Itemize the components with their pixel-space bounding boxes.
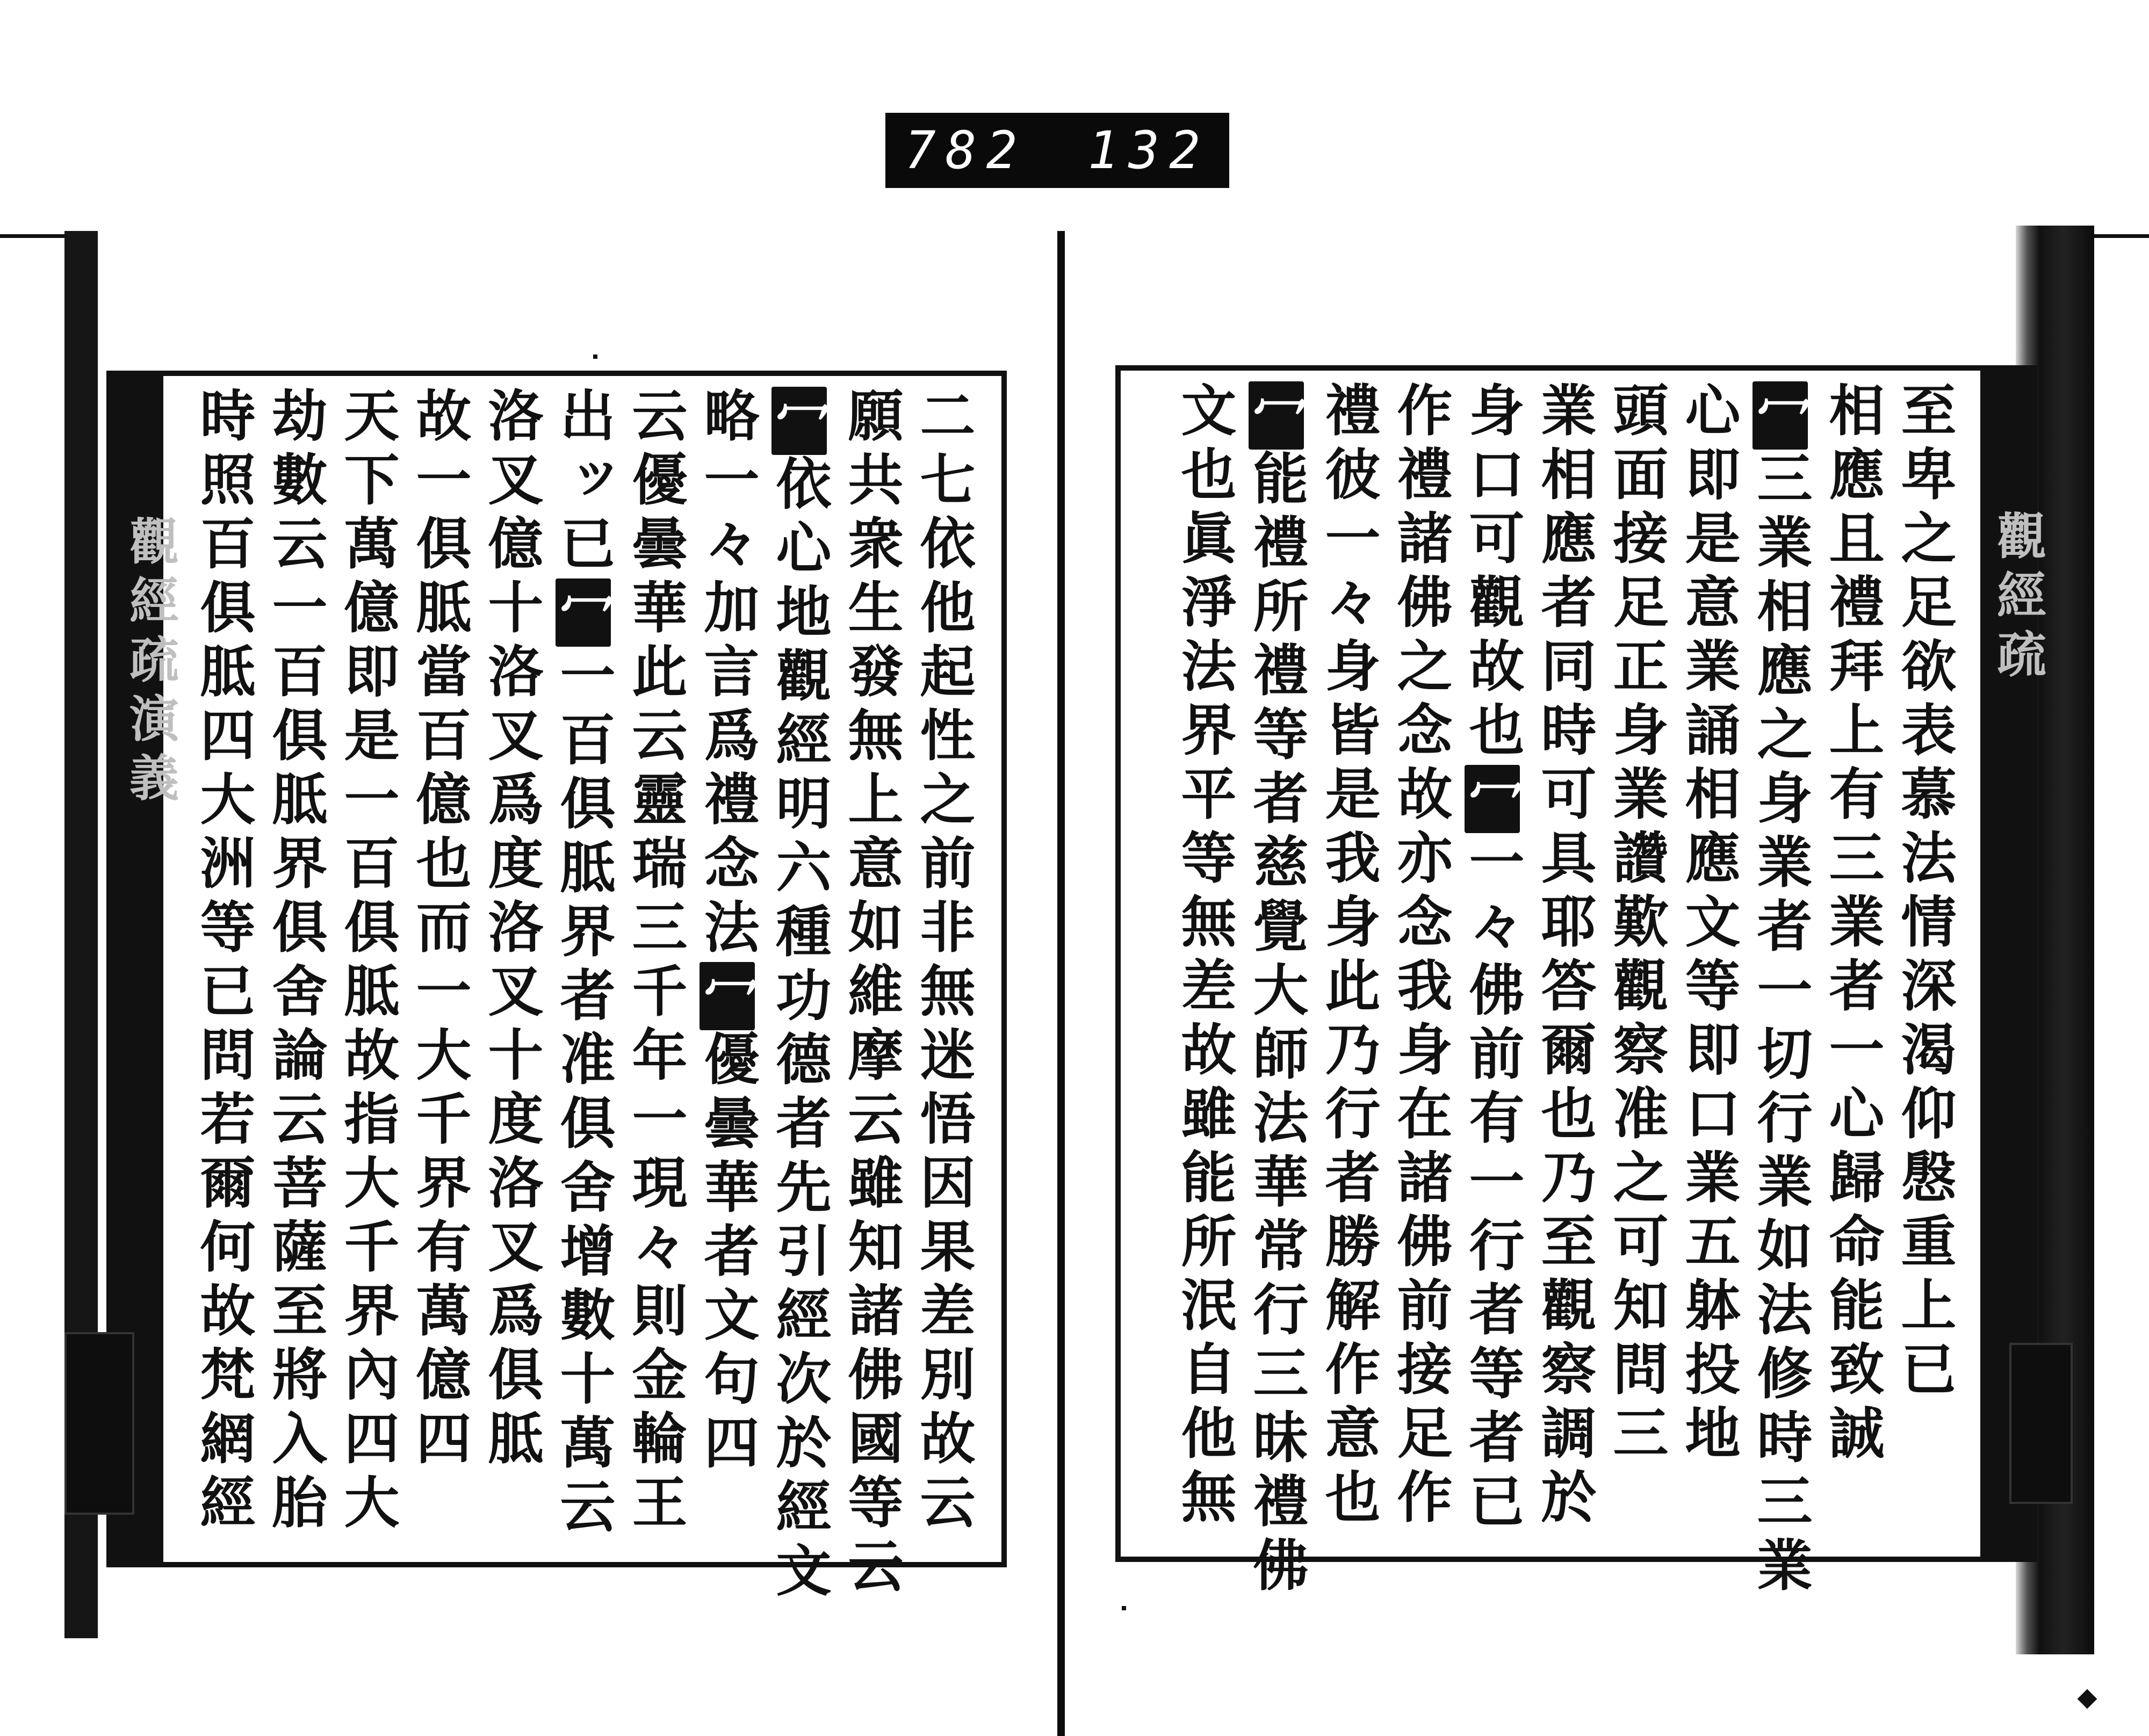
- left-text-frame: [106, 371, 1007, 1605]
- scan-mark: [593, 355, 597, 359]
- section-marker-icon: 冖: [699, 962, 755, 1030]
- text-column: 出ッ已冖一百俱胝界者准俱舍增數十萬云: [551, 387, 616, 1542]
- right-text-frame: [1115, 365, 2047, 1600]
- text-column: 願共衆生發無上意如維摩云雖知諸佛國等云: [839, 387, 904, 1601]
- text-column: 業相應者同時可具耶答爾也乃至觀察調於: [1532, 381, 1597, 1532]
- text-column: 云優曇華此云靈瑞三千年一現々則金輪王: [623, 387, 688, 1537]
- text-column: 作禮諸佛之念故亦念我身在諸佛前接足作: [1388, 381, 1453, 1532]
- text-column: 略一々加言爲禮念法冖優曇華者文句四: [695, 387, 760, 1478]
- scan-mark: [1122, 1606, 1126, 1610]
- text-column: 冖三業相應之身業者一切行業如法修時三業: [1753, 381, 1808, 1546]
- text-column: 頭面接足正身業讚歎觀察准之可知問三: [1604, 381, 1669, 1468]
- scan-mark: [2078, 1689, 2097, 1709]
- right-spine-title: 觀經疏: [1989, 510, 2047, 688]
- text-column: 二七依他起性之前非無迷悟因果差別故云: [911, 387, 976, 1537]
- text-column: 禮彼一々身皆是我身此乃行者勝解作意也: [1316, 381, 1381, 1532]
- text-column: 劫數云一百俱胝界俱舍論云菩薩至將入胎: [263, 387, 328, 1537]
- gutter: [1057, 231, 1065, 1736]
- shelf-label: [885, 113, 1229, 188]
- text-column: 冖能禮所禮等者慈覺大師法華常行三昧禮佛: [1249, 381, 1304, 1546]
- section-marker-icon: 冖: [771, 387, 827, 455]
- text-column: 心即是意業誦相應文等即口業五躰投地: [1676, 381, 1741, 1468]
- text-column: 天下萬億即是一百俱胝故指大千界內四大: [335, 387, 400, 1537]
- text-column: 洛叉億十洛叉爲度洛叉十度洛叉爲俱胝: [479, 387, 544, 1473]
- right-margin-tab: [2009, 1343, 2073, 1504]
- shelf-number-left: 782: [905, 120, 1027, 180]
- left-margin-tab: [64, 1332, 134, 1515]
- text-column: 相應且禮拜上有三業者一心歸命能致誠: [1820, 381, 1885, 1468]
- left-spine-title: 觀經疏演義: [121, 516, 179, 811]
- text-column: 文也眞淨法界平等無差故雖能所泯自他無: [1172, 381, 1237, 1532]
- shelf-number-right: 132: [1087, 120, 1210, 180]
- text-column: 時照百俱胝四大洲等已問若爾何故梵網經: [191, 387, 256, 1537]
- text-column: 冖依心地觀經明六種功德者先引經次於經文: [771, 387, 827, 1551]
- text-column: 身口可觀故也冖一々佛前有一行者等者已: [1460, 381, 1525, 1536]
- text-column: 故一俱胝當百億也而一大千界有萬億四: [407, 387, 472, 1473]
- right-page-body: [1126, 381, 1973, 1600]
- section-marker-icon: 冖: [1753, 381, 1808, 450]
- section-marker-icon: 冖: [1249, 381, 1304, 450]
- section-marker-icon: 冖: [556, 578, 611, 647]
- left-page-body: [171, 387, 996, 1605]
- text-column: 至卑之足欲表慕法情深渴仰慇重上已: [1892, 381, 1957, 1404]
- section-marker-icon: 冖: [1465, 765, 1520, 833]
